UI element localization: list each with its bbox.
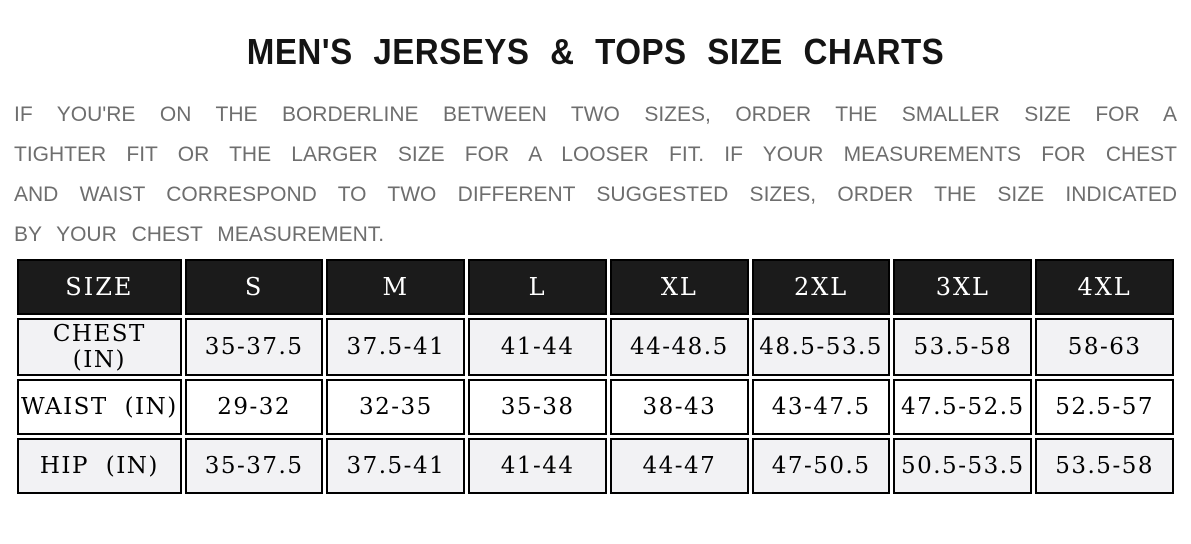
size-value-cell: 47.5-52.5 [893, 379, 1032, 435]
intro-text-line-3: AND WAIST CORRESPOND TO TWO DIFFERENT SUGGESTED SIZES, ORDER THE SIZE INDICATED [14, 183, 1177, 206]
size-value-cell: 53.5-58 [893, 318, 1032, 376]
table-header-row [17, 259, 1174, 315]
row-label-hip: HIP (IN) [17, 438, 182, 494]
size-value-cell: 53.5-58 [1035, 438, 1174, 494]
size-value-cell: 44-48.5 [610, 318, 749, 376]
column-header-size: SIZE [17, 259, 182, 315]
size-value-cell: 52.5-57 [1035, 379, 1174, 435]
size-value-cell: 58-63 [1035, 318, 1174, 376]
size-value-cell: 41-44 [468, 438, 607, 494]
size-chart-table [14, 256, 1177, 497]
page-title: MEN'S JERSEYS & TOPS SIZE CHARTS [246, 31, 945, 72]
size-value-cell: 41-44 [468, 318, 607, 376]
size-value-cell: 35-38 [468, 379, 607, 435]
size-value-cell: 47-50.5 [752, 438, 891, 494]
size-value-cell: 35-37.5 [185, 318, 324, 376]
size-value-cell: 29-32 [185, 379, 324, 435]
column-header-4xl: 4XL [1035, 259, 1174, 315]
column-header-2xl: 2XL [752, 259, 891, 315]
intro-text-line-4: BY YOUR CHEST MEASUREMENT. [14, 223, 385, 246]
size-value-cell: 37.5-41 [326, 318, 465, 376]
column-header-s: S [185, 259, 324, 315]
size-value-cell: 43-47.5 [752, 379, 891, 435]
row-label-chest: CHEST (IN) [17, 318, 182, 376]
size-value-cell: 38-43 [610, 379, 749, 435]
size-chart-page [0, 31, 1191, 544]
size-value-cell: 48.5-53.5 [752, 318, 891, 376]
intro-text-line-1: IF YOU'RE ON THE BORDERLINE BETWEEN TWO SIZES, ORDER THE SMALLER SIZE FOR A [14, 103, 1177, 126]
table-row-waist [17, 379, 1174, 435]
intro-text-line-2: TIGHTER FIT OR THE LARGER SIZE FOR A LOOSER FIT. IF YOUR MEASUREMENTS FOR CHEST [14, 143, 1177, 166]
intro-paragraph [14, 95, 1177, 255]
column-header-xl: XL [610, 259, 749, 315]
table-row-chest [17, 318, 1174, 376]
table-row-hip [17, 438, 1174, 494]
size-value-cell: 32-35 [326, 379, 465, 435]
column-header-3xl: 3XL [893, 259, 1032, 315]
size-value-cell: 50.5-53.5 [893, 438, 1032, 494]
size-value-cell: 37.5-41 [326, 438, 465, 494]
size-value-cell: 44-47 [610, 438, 749, 494]
row-label-waist: WAIST (IN) [17, 379, 182, 435]
column-header-m: M [326, 259, 465, 315]
column-header-l: L [468, 259, 607, 315]
size-value-cell: 35-37.5 [185, 438, 324, 494]
